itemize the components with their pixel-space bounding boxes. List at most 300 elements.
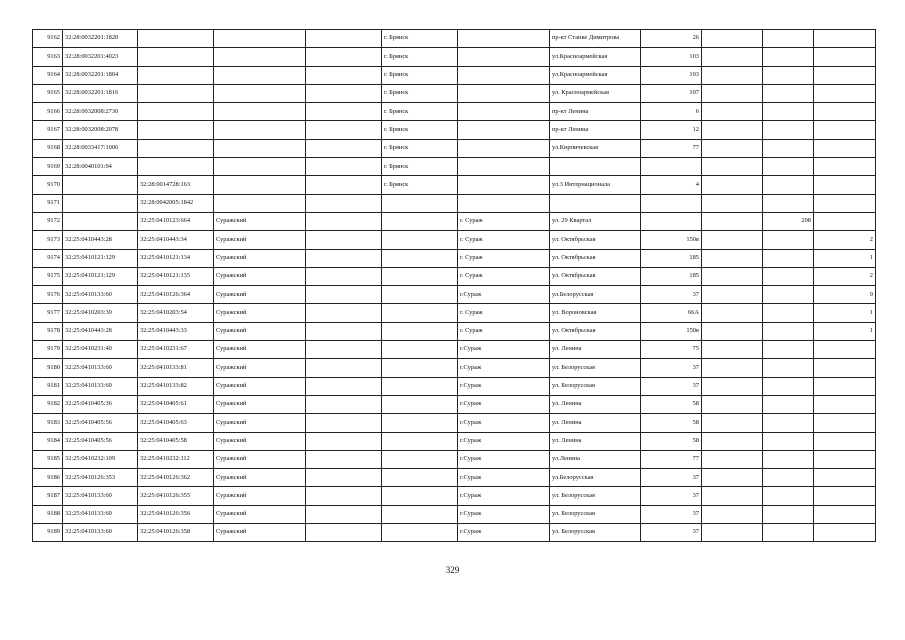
town-cell: г.Сураж xyxy=(458,524,550,542)
row-number-cell: 9175 xyxy=(33,267,63,285)
table-row xyxy=(33,249,876,267)
settlement-cell xyxy=(306,341,382,359)
table-row xyxy=(33,30,876,48)
building-cell xyxy=(702,377,763,395)
table-row xyxy=(33,231,876,249)
street-cell: ул. Белорусская xyxy=(550,377,641,395)
district-cell xyxy=(214,176,306,194)
cadastral-number-cell: 32:25:0410133:60 xyxy=(63,487,138,505)
house-number-cell: 37 xyxy=(641,377,702,395)
row-number-cell: 9188 xyxy=(33,505,63,523)
city-cell xyxy=(382,469,458,487)
street-cell: ул. Октябрьская xyxy=(550,249,641,267)
street-cell: пр-кт Станке Димитрова xyxy=(550,30,641,48)
district-cell: Суражский xyxy=(214,267,306,285)
city-cell: г. Брянск xyxy=(382,66,458,84)
parcel-number-cell: 32:25:0410203:54 xyxy=(138,304,214,322)
settlement-cell xyxy=(306,194,382,212)
city-cell xyxy=(382,194,458,212)
row-number-cell: 9164 xyxy=(33,66,63,84)
table-row xyxy=(33,395,876,413)
table-row xyxy=(33,103,876,121)
house-number-cell: 185 xyxy=(641,267,702,285)
building-cell xyxy=(702,30,763,48)
town-cell: г.Сураж xyxy=(458,377,550,395)
building-cell xyxy=(702,286,763,304)
settlement-cell xyxy=(306,450,382,468)
street-cell: ул.Красноармейская xyxy=(550,66,641,84)
row-number-cell: 9177 xyxy=(33,304,63,322)
district-cell: Суражский xyxy=(214,377,306,395)
parcel-number-cell: 32:25:0410121:134 xyxy=(138,249,214,267)
cadastral-number-cell: 32:25:0410405:56 xyxy=(63,414,138,432)
row-number-cell: 9162 xyxy=(33,30,63,48)
apartment-cell xyxy=(814,524,876,542)
settlement-cell xyxy=(306,30,382,48)
block-cell xyxy=(763,121,814,139)
block-cell xyxy=(763,249,814,267)
building-cell xyxy=(702,103,763,121)
parcel-number-cell: 32:25:0410443:34 xyxy=(138,231,214,249)
row-number-cell: 9178 xyxy=(33,322,63,340)
cadastral-number-cell: 32:25:0410121:129 xyxy=(63,249,138,267)
town-cell: г.Сураж xyxy=(458,395,550,413)
row-number-cell: 9169 xyxy=(33,158,63,176)
settlement-cell xyxy=(306,286,382,304)
house-number-cell: 150в xyxy=(641,322,702,340)
cadastral-number-cell: 32:28:0032201:1816 xyxy=(63,84,138,102)
row-number-cell: 9187 xyxy=(33,487,63,505)
block-cell xyxy=(763,505,814,523)
city-cell: г. Брянск xyxy=(382,139,458,157)
cadastral-number-cell xyxy=(63,176,138,194)
parcel-number-cell xyxy=(138,48,214,66)
row-number-cell: 9168 xyxy=(33,139,63,157)
building-cell xyxy=(702,450,763,468)
house-number-cell: 103 xyxy=(641,48,702,66)
block-cell xyxy=(763,66,814,84)
parcel-number-cell xyxy=(138,139,214,157)
parcel-number-cell xyxy=(138,121,214,139)
city-cell xyxy=(382,304,458,322)
street-cell: ул.Белорусская xyxy=(550,286,641,304)
building-cell xyxy=(702,341,763,359)
district-cell: Суражский xyxy=(214,304,306,322)
district-cell xyxy=(214,139,306,157)
parcel-number-cell: 32:25:0410405:61 xyxy=(138,395,214,413)
house-number-cell: 66А xyxy=(641,304,702,322)
settlement-cell xyxy=(306,158,382,176)
street-cell: ул.Кирпичевская xyxy=(550,139,641,157)
town-cell xyxy=(458,30,550,48)
block-cell xyxy=(763,524,814,542)
city-cell xyxy=(382,450,458,468)
block-cell xyxy=(763,158,814,176)
block-cell xyxy=(763,414,814,432)
street-cell: ул.Ленина xyxy=(550,450,641,468)
street-cell: ул. Белорусская xyxy=(550,487,641,505)
apartment-cell: 9 xyxy=(814,286,876,304)
building-cell xyxy=(702,487,763,505)
row-number-cell: 9185 xyxy=(33,450,63,468)
building-cell xyxy=(702,322,763,340)
settlement-cell xyxy=(306,267,382,285)
street-cell: ул.Красноармейская xyxy=(550,48,641,66)
parcel-number-cell: 32:25:0410126:356 xyxy=(138,505,214,523)
table-row xyxy=(33,359,876,377)
parcel-number-cell: 32:25:0410121:135 xyxy=(138,267,214,285)
cadastral-number-cell: 32:28:0032201:1804 xyxy=(63,66,138,84)
building-cell xyxy=(702,212,763,230)
apartment-cell xyxy=(814,212,876,230)
city-cell xyxy=(382,487,458,505)
town-cell: г.Сураж xyxy=(458,450,550,468)
apartment-cell xyxy=(814,121,876,139)
cadastral-number-cell: 32:25:0410133:60 xyxy=(63,505,138,523)
street-cell: ул. Ленина xyxy=(550,341,641,359)
building-cell xyxy=(702,304,763,322)
house-number-cell: 77 xyxy=(641,139,702,157)
town-cell: г.Сураж xyxy=(458,469,550,487)
table-row xyxy=(33,414,876,432)
cadastral-number-cell: 32:28:0040101:94 xyxy=(63,158,138,176)
settlement-cell xyxy=(306,414,382,432)
parcel-number-cell: 32:25:0410232:112 xyxy=(138,450,214,468)
street-cell: ул. Красноармейская xyxy=(550,84,641,102)
cadastral-number-cell: 32:25:0410133:60 xyxy=(63,377,138,395)
table-row xyxy=(33,121,876,139)
district-cell: Суражский xyxy=(214,487,306,505)
apartment-cell: 2 xyxy=(814,231,876,249)
building-cell xyxy=(702,194,763,212)
parcel-number-cell: 32:25:0410231:67 xyxy=(138,341,214,359)
table-row xyxy=(33,176,876,194)
cadastral-number-cell xyxy=(63,194,138,212)
town-cell xyxy=(458,194,550,212)
block-cell xyxy=(763,194,814,212)
district-cell: Суражский xyxy=(214,432,306,450)
row-number-cell: 9182 xyxy=(33,395,63,413)
town-cell xyxy=(458,84,550,102)
block-cell xyxy=(763,231,814,249)
district-cell xyxy=(214,48,306,66)
table-body xyxy=(33,30,876,542)
house-number-cell: 37 xyxy=(641,359,702,377)
settlement-cell xyxy=(306,176,382,194)
district-cell xyxy=(214,194,306,212)
house-number-cell: 4 xyxy=(641,176,702,194)
building-cell xyxy=(702,121,763,139)
city-cell xyxy=(382,231,458,249)
district-cell xyxy=(214,103,306,121)
building-cell xyxy=(702,469,763,487)
settlement-cell xyxy=(306,121,382,139)
settlement-cell xyxy=(306,304,382,322)
street-cell: ул. Белорусская xyxy=(550,524,641,542)
block-cell xyxy=(763,304,814,322)
settlement-cell xyxy=(306,487,382,505)
apartment-cell: 1 xyxy=(814,322,876,340)
house-number-cell: 58 xyxy=(641,395,702,413)
parcel-number-cell: 32:25:0410126:364 xyxy=(138,286,214,304)
block-cell xyxy=(763,139,814,157)
house-number-cell: 58 xyxy=(641,414,702,432)
row-number-cell: 9165 xyxy=(33,84,63,102)
cadastral-number-cell: 32:25:0410133:60 xyxy=(63,524,138,542)
district-cell: Суражский xyxy=(214,341,306,359)
house-number-cell: 37 xyxy=(641,505,702,523)
house-number-cell: 26 xyxy=(641,30,702,48)
settlement-cell xyxy=(306,432,382,450)
parcel-number-cell: 32:25:0410405:63 xyxy=(138,414,214,432)
building-cell xyxy=(702,158,763,176)
city-cell xyxy=(382,524,458,542)
block-cell xyxy=(763,267,814,285)
row-number-cell: 9163 xyxy=(33,48,63,66)
block-cell xyxy=(763,469,814,487)
town-cell xyxy=(458,158,550,176)
town-cell xyxy=(458,66,550,84)
settlement-cell xyxy=(306,395,382,413)
town-cell: г. Сураж xyxy=(458,322,550,340)
table-row xyxy=(33,267,876,285)
page-number: 329 xyxy=(445,565,460,575)
city-cell xyxy=(382,249,458,267)
cadastral-number-cell: 32:28:0032201:4023 xyxy=(63,48,138,66)
settlement-cell xyxy=(306,48,382,66)
row-number-cell: 9173 xyxy=(33,231,63,249)
row-number-cell: 9172 xyxy=(33,212,63,230)
district-cell: Суражский xyxy=(214,231,306,249)
table-row xyxy=(33,286,876,304)
parcel-number-cell xyxy=(138,84,214,102)
street-cell xyxy=(550,158,641,176)
cadastral-number-cell: 32:25:0410121:129 xyxy=(63,267,138,285)
district-cell: Суражский xyxy=(214,286,306,304)
row-number-cell: 9179 xyxy=(33,341,63,359)
city-cell xyxy=(382,322,458,340)
building-cell xyxy=(702,432,763,450)
town-cell: г. Сураж xyxy=(458,304,550,322)
street-cell: ул.Белорусская xyxy=(550,469,641,487)
district-cell: Суражский xyxy=(214,359,306,377)
table-row xyxy=(33,304,876,322)
house-number-cell: 75 xyxy=(641,341,702,359)
table-row xyxy=(33,158,876,176)
house-number-cell xyxy=(641,212,702,230)
settlement-cell xyxy=(306,322,382,340)
row-number-cell: 9166 xyxy=(33,103,63,121)
row-number-cell: 9167 xyxy=(33,121,63,139)
house-number-cell xyxy=(641,158,702,176)
parcel-number-cell: 32:25:0410405:58 xyxy=(138,432,214,450)
table-row xyxy=(33,487,876,505)
street-cell: ул. Октябрьская xyxy=(550,267,641,285)
row-number-cell: 9171 xyxy=(33,194,63,212)
apartment-cell xyxy=(814,469,876,487)
row-number-cell: 9183 xyxy=(33,414,63,432)
house-number-cell: 58 xyxy=(641,432,702,450)
block-cell xyxy=(763,487,814,505)
district-cell: Суражский xyxy=(214,524,306,542)
table-row xyxy=(33,524,876,542)
row-number-cell: 9170 xyxy=(33,176,63,194)
city-cell xyxy=(382,395,458,413)
settlement-cell xyxy=(306,524,382,542)
street-cell xyxy=(550,194,641,212)
district-cell: Суражский xyxy=(214,469,306,487)
apartment-cell xyxy=(814,158,876,176)
city-cell xyxy=(382,341,458,359)
town-cell xyxy=(458,103,550,121)
table-row xyxy=(33,322,876,340)
row-number-cell: 9189 xyxy=(33,524,63,542)
apartment-cell xyxy=(814,414,876,432)
building-cell xyxy=(702,139,763,157)
apartment-cell xyxy=(814,30,876,48)
town-cell xyxy=(458,139,550,157)
settlement-cell xyxy=(306,103,382,121)
parcel-number-cell: 32:28:0014728:163 xyxy=(138,176,214,194)
parcel-number-cell xyxy=(138,103,214,121)
town-cell: г.Сураж xyxy=(458,487,550,505)
apartment-cell xyxy=(814,176,876,194)
parcel-number-cell: 32:28:0042005:1842 xyxy=(138,194,214,212)
city-cell: г. Брянск xyxy=(382,84,458,102)
city-cell: г. Брянск xyxy=(382,158,458,176)
house-number-cell: 107 xyxy=(641,84,702,102)
street-cell: ул. Белорусская xyxy=(550,505,641,523)
apartment-cell xyxy=(814,432,876,450)
building-cell xyxy=(702,505,763,523)
table-row xyxy=(33,194,876,212)
settlement-cell xyxy=(306,377,382,395)
street-cell: пр-кт Ленина xyxy=(550,121,641,139)
cadastral-number-cell: 32:25:0410443:28 xyxy=(63,322,138,340)
register-table-container xyxy=(32,29,875,542)
parcel-number-cell: 32:25:0410126:358 xyxy=(138,524,214,542)
town-cell xyxy=(458,121,550,139)
settlement-cell xyxy=(306,359,382,377)
house-number-cell xyxy=(641,194,702,212)
apartment-cell xyxy=(814,66,876,84)
street-cell: ул. Вороновская xyxy=(550,304,641,322)
table-row xyxy=(33,450,876,468)
table-row xyxy=(33,66,876,84)
district-cell: Суражский xyxy=(214,212,306,230)
parcel-number-cell xyxy=(138,66,214,84)
cadastral-number-cell: 32:28:0032008:2730 xyxy=(63,103,138,121)
apartment-cell xyxy=(814,450,876,468)
row-number-cell: 9180 xyxy=(33,359,63,377)
apartment-cell: 1 xyxy=(814,304,876,322)
table-row xyxy=(33,48,876,66)
apartment-cell xyxy=(814,84,876,102)
district-cell: Суражский xyxy=(214,249,306,267)
table-row xyxy=(33,139,876,157)
block-cell xyxy=(763,48,814,66)
street-cell: ул. Октябрьская xyxy=(550,322,641,340)
building-cell xyxy=(702,84,763,102)
block-cell xyxy=(763,432,814,450)
building-cell xyxy=(702,395,763,413)
town-cell: г. Сураж xyxy=(458,212,550,230)
cadastral-number-cell: 32:25:0410405:36 xyxy=(63,395,138,413)
block-cell xyxy=(763,176,814,194)
cadastral-number-cell: 32:25:0410231:40 xyxy=(63,341,138,359)
district-cell xyxy=(214,158,306,176)
house-number-cell: 12 xyxy=(641,121,702,139)
town-cell xyxy=(458,48,550,66)
block-cell xyxy=(763,341,814,359)
row-number-cell: 9186 xyxy=(33,469,63,487)
block-cell xyxy=(763,84,814,102)
district-cell xyxy=(214,30,306,48)
building-cell xyxy=(702,359,763,377)
settlement-cell xyxy=(306,212,382,230)
parcel-number-cell: 32:25:0410133:81 xyxy=(138,359,214,377)
apartment-cell xyxy=(814,395,876,413)
table-row xyxy=(33,212,876,230)
city-cell xyxy=(382,212,458,230)
town-cell: г.Сураж xyxy=(458,414,550,432)
parcel-number-cell: 32:25:0410126:355 xyxy=(138,487,214,505)
settlement-cell xyxy=(306,469,382,487)
town-cell: г.Сураж xyxy=(458,286,550,304)
house-number-cell: 6 xyxy=(641,103,702,121)
apartment-cell xyxy=(814,139,876,157)
apartment-cell xyxy=(814,341,876,359)
table-row xyxy=(33,341,876,359)
table-row xyxy=(33,505,876,523)
cadastral-number-cell: 32:25:0410232:109 xyxy=(63,450,138,468)
parcel-number-cell: 32:25:0410126:362 xyxy=(138,469,214,487)
street-cell: ул. Белорусская xyxy=(550,359,641,377)
apartment-cell xyxy=(814,377,876,395)
building-cell xyxy=(702,267,763,285)
cadastral-number-cell: 32:25:0410443:28 xyxy=(63,231,138,249)
house-number-cell: 185 xyxy=(641,249,702,267)
town-cell: г. Сураж xyxy=(458,267,550,285)
parcel-number-cell: 32:25:0410133:82 xyxy=(138,377,214,395)
building-cell xyxy=(702,176,763,194)
table-row xyxy=(33,432,876,450)
building-cell xyxy=(702,66,763,84)
building-cell xyxy=(702,249,763,267)
apartment-cell: 1 xyxy=(814,249,876,267)
district-cell xyxy=(214,66,306,84)
district-cell: Суражский xyxy=(214,414,306,432)
street-cell: ул. 29 Квартал xyxy=(550,212,641,230)
settlement-cell xyxy=(306,249,382,267)
cadastral-number-cell: 32:28:0032201:1820 xyxy=(63,30,138,48)
cadastral-number-cell: 32:25:0410126:353 xyxy=(63,469,138,487)
parcel-number-cell xyxy=(138,158,214,176)
settlement-cell xyxy=(306,505,382,523)
city-cell xyxy=(382,414,458,432)
house-number-cell: 37 xyxy=(641,524,702,542)
block-cell xyxy=(763,377,814,395)
table-row xyxy=(33,84,876,102)
house-number-cell: 77 xyxy=(641,450,702,468)
street-cell: ул.3 Интернационала xyxy=(550,176,641,194)
town-cell: г.Сураж xyxy=(458,505,550,523)
block-cell xyxy=(763,322,814,340)
cadastral-number-cell: 32:25:0410133:60 xyxy=(63,359,138,377)
city-cell: г. Брянск xyxy=(382,176,458,194)
building-cell xyxy=(702,414,763,432)
settlement-cell xyxy=(306,66,382,84)
